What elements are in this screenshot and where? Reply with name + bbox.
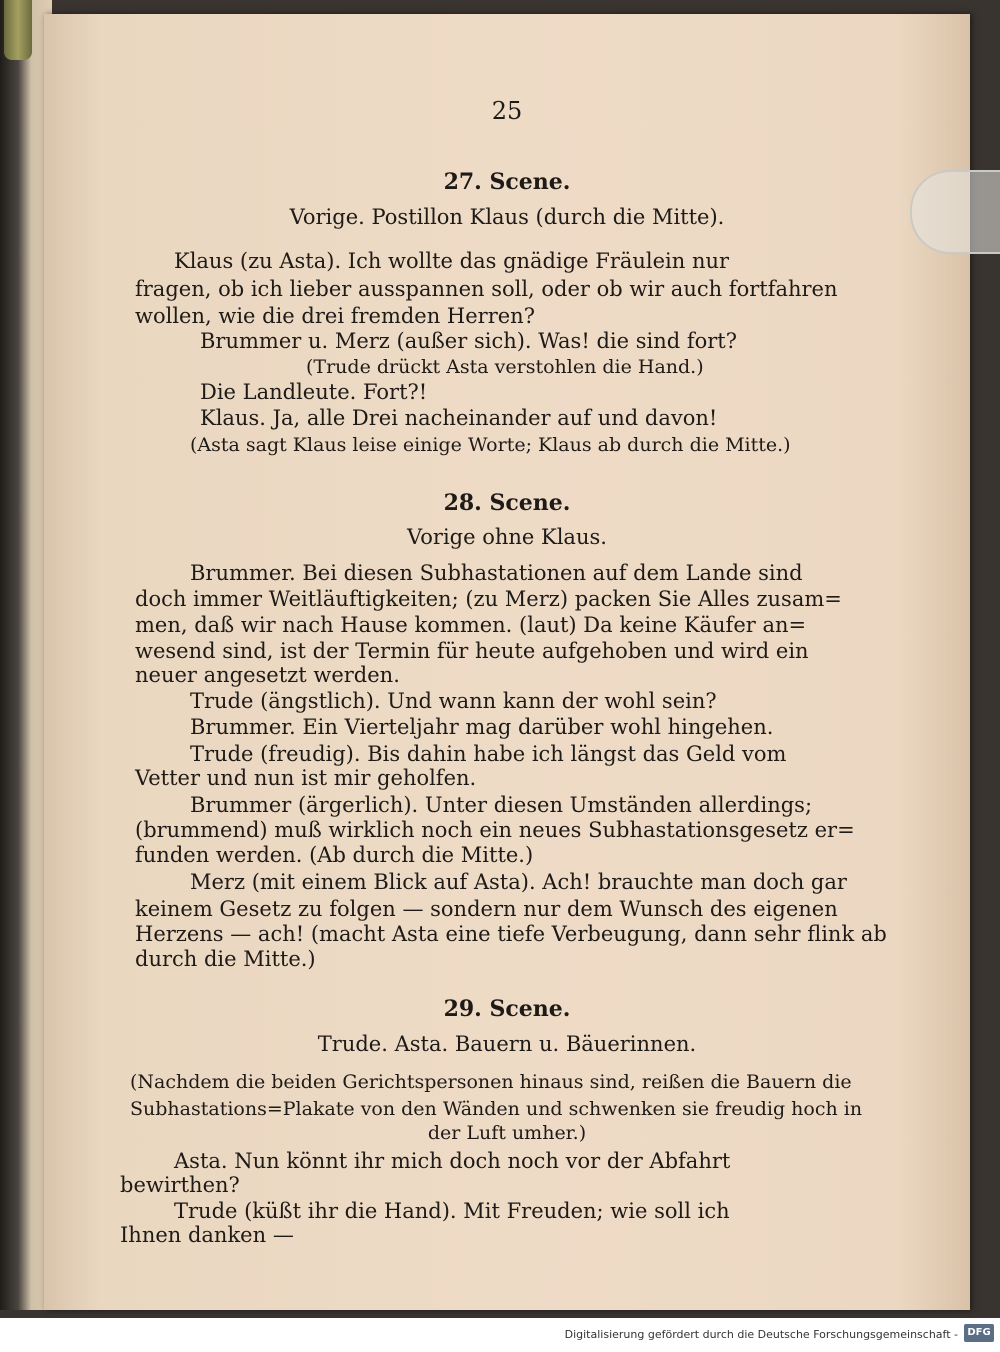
scene-27-line: wollen, wie die drei fremden Herren? [135,304,535,328]
scene-29-line: Trude (küßt ihr die Hand). Mit Freuden; wie soll ich [174,1199,730,1223]
scene-28-heading: 28. Scene. [443,490,571,516]
scene-27-heading: 27. Scene. [443,169,571,195]
scene-28-line: Brummer. Bei diesen Subhastationen auf dem Lande sind [190,561,803,585]
scene-28-line: Brummer (ärgerlich). Unter diesen Umständen allerdings; [190,793,813,817]
scene-27-stage-direction: (Asta sagt Klaus leise einige Worte; Klaus ab durch die Mitte.) [190,434,791,456]
scene-29-line: bewirthen? [120,1173,240,1197]
scene-29-line: Asta. Nun könnt ihr mich doch noch vor der Abfahrt [174,1149,731,1173]
page-clip [910,170,1000,254]
footer-bar [0,1318,1000,1352]
book-page [44,14,970,1310]
scene-28-line: Brummer. Ein Vierteljahr mag darüber wohl hingehen. [190,715,774,739]
scene-27-cast: Vorige. Postillon Klaus (durch die Mitte). [289,205,725,229]
scene-27-line: Klaus (zu Asta). Ich wollte das gnädige Fräulein nur [174,249,730,273]
dfg-logo: DFG [964,1324,994,1342]
scene-28-cast: Vorige ohne Klaus. [407,525,607,549]
scene-28-line: Trude (freudig). Bis dahin habe ich längst das Geld vom [190,742,787,766]
scene-28-line: Vetter und nun ist mir geholfen. [135,766,477,790]
scene-28-line: men, daß wir nach Hause kommen. (laut) Da keine Käufer an= [135,613,807,637]
scene-27-line: fragen, ob ich lieber ausspannen soll, oder ob wir auch fortfahren [135,277,838,301]
scene-28-line: durch die Mitte.) [135,947,316,971]
scene-28-line: Merz (mit einem Blick auf Asta). Ach! brauchte man doch gar [190,870,847,894]
scene-27-line: Brummer u. Merz (außer sich). Was! die sind fort? [200,329,737,353]
page-number: 25 [491,97,523,125]
book-binding [4,0,32,60]
scene-28-line: Herzens — ach! (macht Asta eine tiefe Verbeugung, dann sehr flink ab [135,922,887,946]
scene-27-line: Klaus. Ja, alle Drei nacheinander auf und davon! [200,406,718,430]
scene-29-stage-direction: (Nachdem die beiden Gerichtspersonen hinaus sind, reißen die Bauern die [130,1071,852,1093]
scene-28-line: funden werden. (Ab durch die Mitte.) [135,843,534,867]
scene-28-line: Trude (ängstlich). Und wann kann der wohl sein? [190,689,717,713]
footer-credit: Digitalisierung gefördert durch die Deutsche Forschungsgemeinschaft - [564,1328,958,1341]
scene-29-heading: 29. Scene. [443,996,571,1022]
scene-28-line: wesend sind, ist der Termin für heute aufgehoben und wird ein [135,639,809,663]
scene-29-line: Ihnen danken — [120,1223,294,1247]
scene-28-line: keinem Gesetz zu folgen — sondern nur dem Wunsch des eigenen [135,897,838,921]
scene-27-stage-direction: (Trude drückt Asta verstohlen die Hand.) [306,356,704,378]
scene-29-cast: Trude. Asta. Bauern u. Bäuerinnen. [317,1032,697,1056]
scene-29-stage-direction: Subhastations=Plakate von den Wänden und schwenken sie freudig hoch in [130,1098,863,1120]
scene-28-line: (brummend) muß wirklich noch ein neues Subhastationsgesetz er= [135,818,855,842]
scene-28-line: neuer angesetzt werden. [135,663,400,687]
scene-27-line: Die Landleute. Fort?! [200,380,428,404]
scene-29-stage-direction: der Luft umher.) [427,1122,587,1144]
scene-28-line: doch immer Weitläuftigkeiten; (zu Merz) packen Sie Alles zusam= [135,587,842,611]
